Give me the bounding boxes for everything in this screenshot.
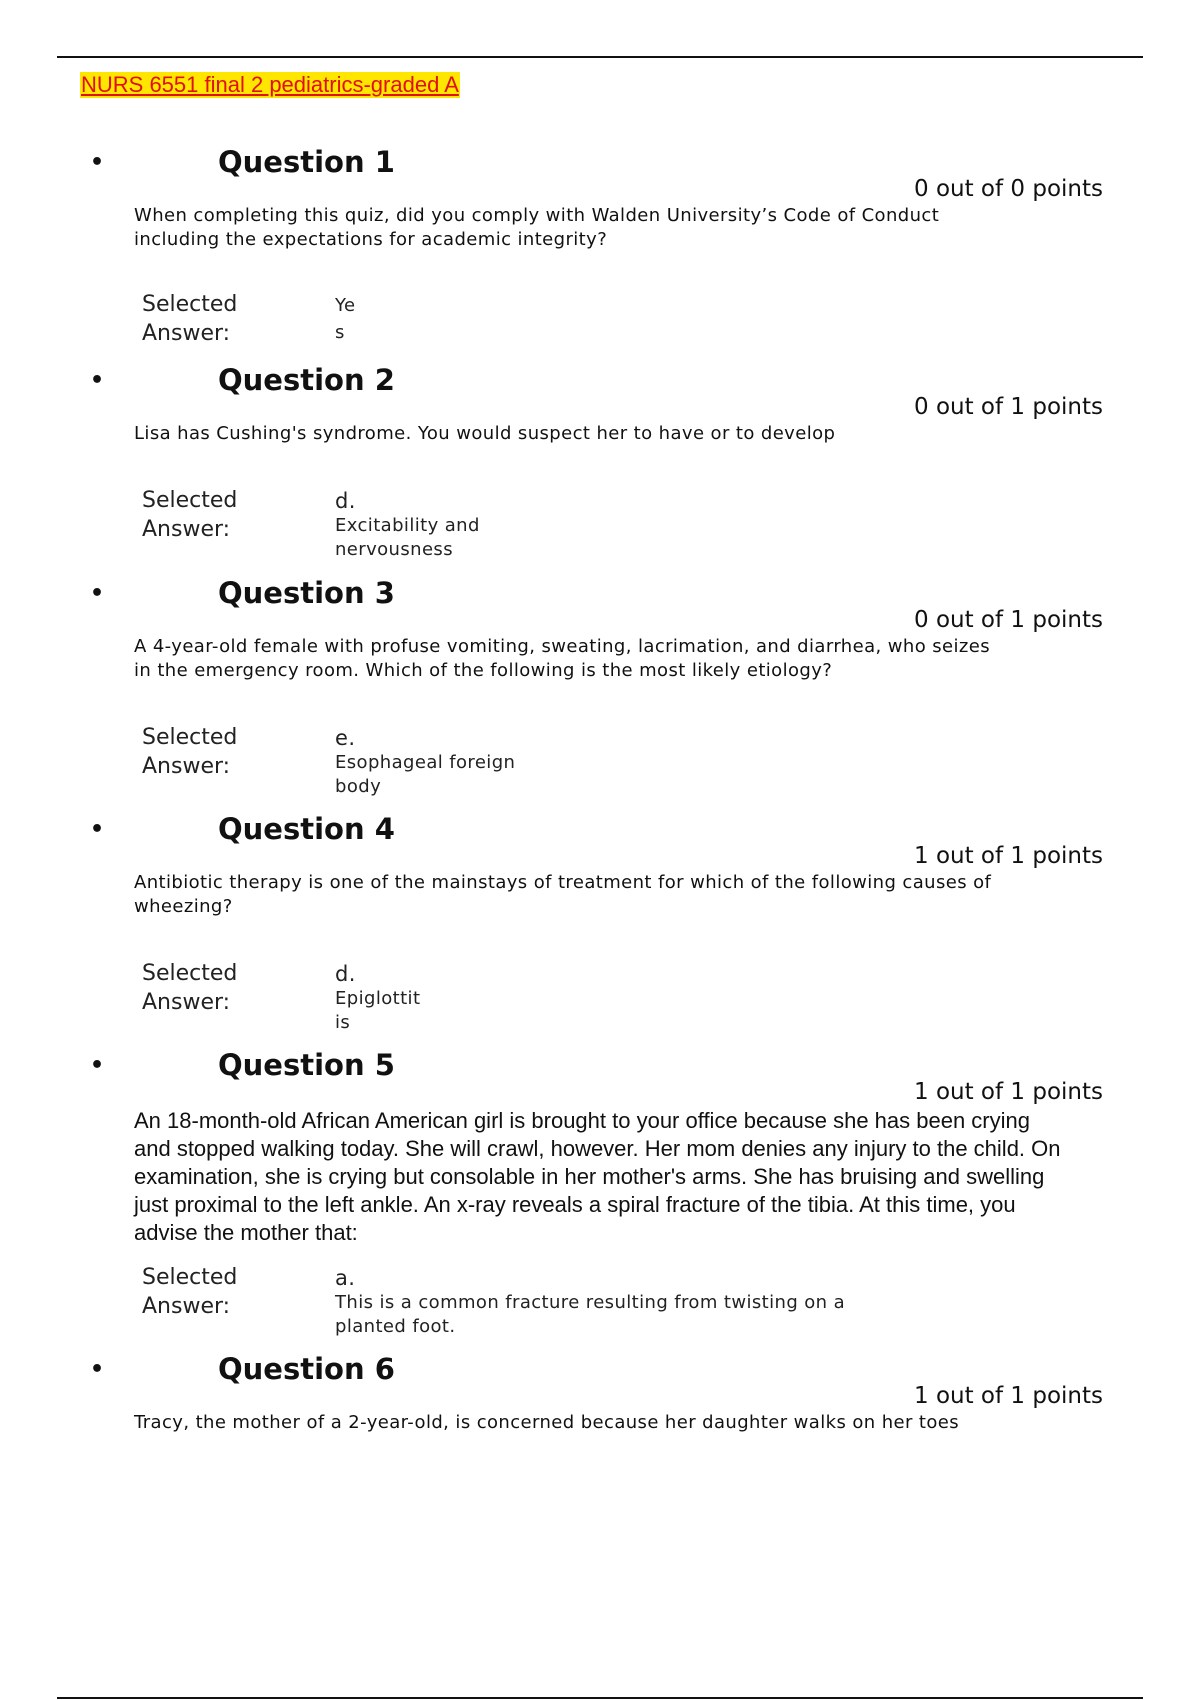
question-text: Antibiotic therapy is one of the mainstays of treatment for which of the following causes of wheezing? <box>134 872 992 917</box>
bullet-icon: • <box>90 817 105 842</box>
question-heading: Question 4 <box>218 812 395 846</box>
bullet-icon: • <box>90 1053 105 1078</box>
document-title: NURS 6551 final 2 pediatrics-graded A <box>81 72 459 97</box>
question-points: 0 out of 1 points <box>914 394 1103 420</box>
selected-answer-label: Selected Answer: <box>142 725 238 779</box>
selected-answer: e. Esophageal foreign body <box>335 726 516 797</box>
question-points: 1 out of 1 points <box>914 1383 1103 1409</box>
selected-answer-label: Selected Answer: <box>142 961 238 1015</box>
question-text: Lisa has Cushing's syndrome. You would suspect her to have or to develop <box>134 423 836 444</box>
question-heading: Question 6 <box>218 1352 395 1386</box>
selected-answer-label: Selected Answer: <box>142 488 238 542</box>
question-heading: Question 3 <box>218 576 395 610</box>
bullet-icon: • <box>90 581 105 606</box>
selected-answer-label: Selected Answer: <box>142 1265 238 1319</box>
question-points: 0 out of 1 points <box>914 607 1103 633</box>
bullet-icon: • <box>90 1357 105 1382</box>
bullet-icon: • <box>90 368 105 393</box>
question-heading: Question 5 <box>218 1048 395 1082</box>
bullet-icon: • <box>90 150 105 175</box>
top-rule <box>57 56 1143 58</box>
question-text: A 4-year-old female with profuse vomiting, sweating, lacrimation, and diarrhea, who seizes in the emergency room. Which of the following is the most likely etiology? <box>134 636 990 681</box>
selected-answer: a. This is a common fracture resulting from twisting on a planted foot. <box>335 1266 846 1337</box>
selected-answer: d. Excitability and nervousness <box>335 489 480 560</box>
question-heading: Question 1 <box>218 145 395 179</box>
bottom-rule <box>57 1697 1143 1699</box>
selected-answer: Ye s <box>335 295 356 343</box>
question-points: 0 out of 0 points <box>914 176 1103 202</box>
question-points: 1 out of 1 points <box>914 843 1103 869</box>
selected-answer: d. Epiglottit is <box>335 962 421 1033</box>
selected-answer-label: Selected Answer: <box>142 292 238 346</box>
question-heading: Question 2 <box>218 363 395 397</box>
question-points: 1 out of 1 points <box>914 1079 1103 1105</box>
question-text: An 18-month-old African American girl is brought to your office because she has been crying and stopped walking today. She will crawl, however. Her mom denies any injury to the child. On examination, she is crying but consolable in her mother's arms. She has bruising and swelling just proximal to the left ankle. An x-ray reveals a spiral fracture of the tibia. At this time, you advise the mother that: <box>134 1108 1061 1245</box>
question-text: Tracy, the mother of a 2-year-old, is concerned because her daughter walks on her toes <box>134 1412 960 1433</box>
question-text: When completing this quiz, did you comply with Walden University’s Code of Conduct including the expectations for academic integrity? <box>134 205 940 250</box>
